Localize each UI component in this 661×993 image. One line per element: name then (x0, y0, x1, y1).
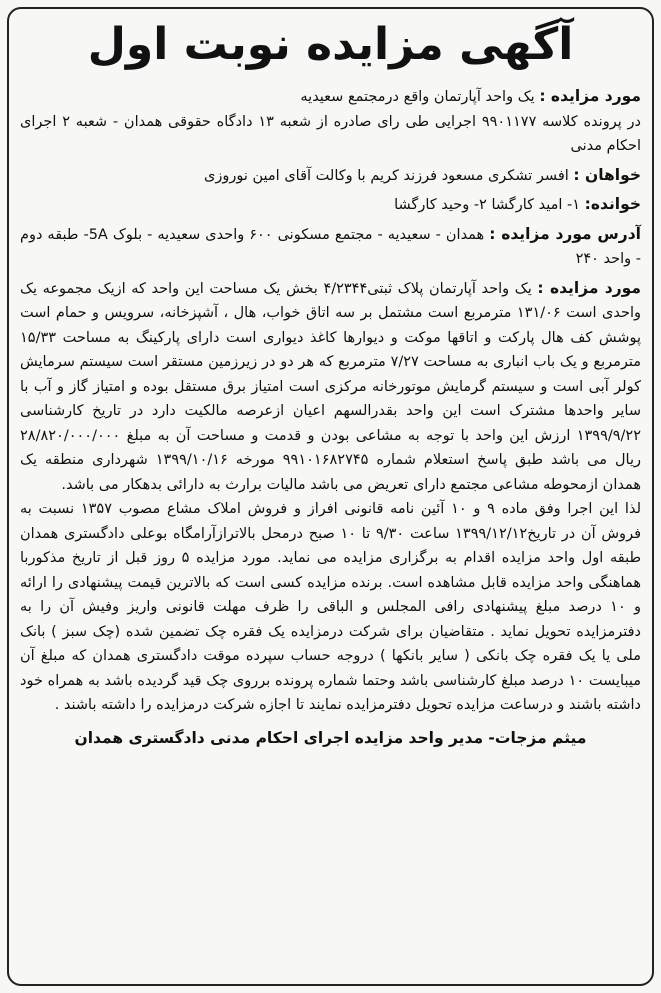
procedure-paragraph: لذا این اجرا وفق ماده ۹ و ۱۰ آئین نامه قانونی افراز و فروش املاک مشاع مصوب ۱۳۵۷ نسبت به فروش آن در تاریخ۱۳۹۹/۱۲/۱۲ ساعت ۹/۳۰ تا ۱۰ صبح درمحل بالاترازآرامگاه بوعلی دادگستری همدان طبقه اول واحد مزایده اقدام به برگزاری مزایده می نماید. مورد مزایده ۵ روز قبل از تاریخ مذکوربا هماهنگی واحد مزایده قابل مشاهده است. برنده مزایده کسی است که بالاترین قیمت پیشنهادی را ارائه و ۱۰ درصد مبلغ پیشنهادی رافی المجلس و الباقی را ظرف مهلت قانونی واریز وفیش آن را به دفترمزایده تحویل نماید . متقاضیان برای شرکت درمزایده یک فقره چک تضمین شده (چک سبز ) بانک ملی یا یک فقره چک بانکی ( سایر بانکها ) دروجه حساب سپرده موقت دادگستری همدان که مبلغ آن میبایست ۱۰ درصد مبلغ کارشناسی باشد وحتما شماره پرونده برروی چک قید گردیده باشد به همراه خود داشته باشند و درساعت مزایده تحویل دفترمزایده نمایند تا اجازه شرکت درمزایده را داشته باشند . (20, 501, 642, 713)
plaintiff-label: خواهان : (573, 165, 641, 184)
signature-line: میثم مزجات- مدیر واحد مزایده اجرای احکام مدنی دادگستری همدان (74, 728, 587, 747)
plaintiff-text: افسر تشکری مسعود فرزند کریم با وکالت آقای امین نوروزی (204, 167, 569, 184)
plaintiff-paragraph (20, 163, 641, 189)
notice-body (20, 14, 641, 983)
case-paragraph: در پرونده کلاسه ۹۹۰۱۱۷۷ اجرایی طی رای صادره از شعبه ۱۳ دادگاه حقوقی همدان - شعبه ۲ اجرای احکام مدنی (20, 113, 642, 154)
defendant-text: ۱- امید کارگشا ۲- وحید کارگشا (394, 197, 581, 213)
description-text: یک واحد آپارتمان پلاک ثبتی۴/۲۳۴۴ بخش یک مساحت این واحد که ازیک مجموعه یک واحدی است ۱۳۱/۰۶ مترمربع است مشتمل بر سه اتاق خواب، هال ، آشپزخانه، سرویس و حمام است پوشش کف هال پارکت و اتاقها موکت و دیوارها کاغذ دیواری است دارای پارکینگ به مساحت ۱۵/۳۳ مترمربع و یک باب انباری به مساحت ۷/۲۷ مترمربع که هر دو در زیرزمین مستقر است سیستم سرمایش کولر آبی است و سیستم گرمایش موتورخانه مرکزی است امتیاز برق مستقل بوده و امتیاز گاز و آب با سایر واحدها مشترک است این واحد بقدرالسهم اعیان ازعرصه مالکیت دارد در تاریخ کارشناسی ۱۳۹۹/۹/۲۲ ارزش این واحد با توجه به مشاعی بودن و قدمت و مساحت آن به مبلغ ۲۸/۸۲۰/۰۰۰/۰۰۰ ریال می باشد طبق پاسخ استعلام شماره ۹۹۱۰۱۶۸۲۷۴۵ مورخه ۱۳۹۹/۱۰/۱۶ شهرداری منطقه یک همدان ازمحوطه مشاعی مجتمع دارای تعریض می باشد مالیات برارث به دارائی بدهکار می باشد. (20, 280, 642, 493)
description-label: مورد مزایده : (537, 278, 641, 297)
subject-paragraph (20, 84, 641, 110)
address-text: همدان - سعیدیه - مجتمع مسکونی ۶۰۰ واحدی سعیدیه - بلوک 5A- طبقه دوم - واحد ۲۴۰ (20, 226, 641, 267)
subject-text: یک واحد آپارتمان واقع درمجتمع سعیدیه (300, 89, 535, 105)
defendant-label: خوانده: (584, 195, 641, 213)
subject-label: مورد مزایده : (539, 87, 641, 105)
address-label: آدرس مورد مزایده : (489, 224, 641, 243)
notice-title: آگهی مزایده نوبت اول (87, 19, 574, 70)
address-paragraph (20, 222, 641, 272)
description-paragraph (20, 276, 641, 498)
defendant-paragraph (20, 192, 641, 218)
